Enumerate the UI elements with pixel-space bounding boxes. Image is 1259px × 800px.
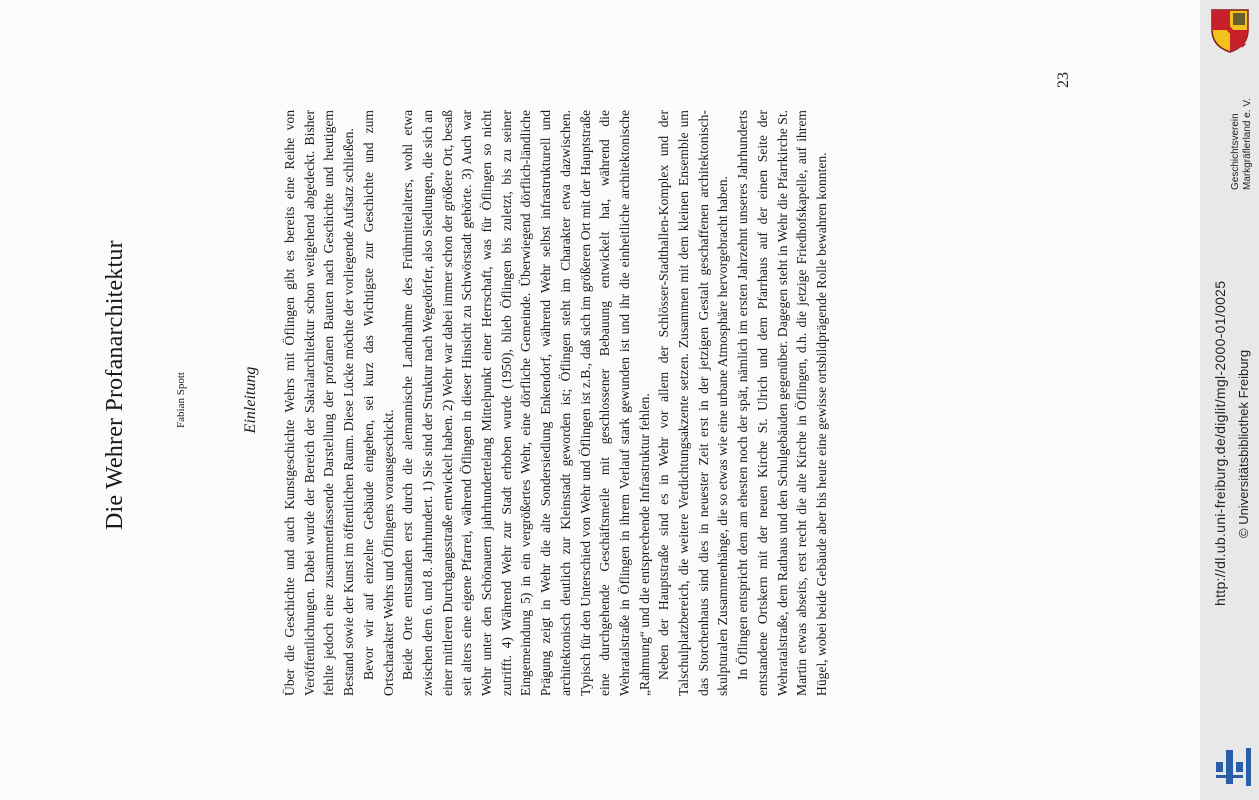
paragraph: Bevor wir auf einzelne Gebäude eingehen, sei kurz das Wichtigste zur Geschichte und zum Ortscharakter Wehrs und Öflingens vorausgeschickt. <box>360 110 396 696</box>
viewer-sidebar <box>1200 0 1259 800</box>
section-heading: Einleitung <box>242 366 259 434</box>
society-name-line1: Geschichtsverein <box>1230 113 1241 190</box>
ub-freiburg-logo-icon <box>1212 744 1254 790</box>
paragraph: Über die Geschichte und auch Kunstgeschichte Wehrs mit Öflingen gibt es bereits eine Reihe von Veröffentlichungen. Dabei wurde der Bereich der Sakralarchitektur schon weitgehend abgedeckt. Bisher fehlte jedoch eine zusammenfassende Darstellung der profanen Bauten nach Geschichte und heutigem Bestand sowie der Kunst im öffentlichen Raum. Diese Lücke möchte der vorliegende Aufsatz schließen. <box>282 110 357 696</box>
paragraph: Beide Orte entstanden erst durch die alemannische Landnahme des Frühmittelalters, wohl etwa zwischen dem 6. und 8. Jahrhundert. 1) Sie sind der Struktur nach Wegedörfer, also Siedlungen, die sich an einer mittleren Durchgangsstraße entwickelt haben. 2) Wehr war dabei immer schon der größere Ort, besaß seit alters eine eigene Pfarrei, während Öflingen in dieser Hinsicht zu Schwörstadt gehörte. 3) Auch war Wehr unter den Schönauern jahrhundertelang Mittelpunkt einer Herrschaft, was für Öflingen so nicht zutrifft. 4) Während Wehr zur Stadt erhoben wurde (1950), blieb Öflingen bis zuletzt, bis zu seiner Eingemeindung 5) in ein vergrößertes Wehr, eine dörfliche Gemeinde. Überwiegend dörflich-ländliche Prägung zeigt in Wehr die alte Sondersiedlung Enkendorf, während Wehr selbst infrastrukturell und architektonisch deutlich zur Kleinstadt geworden ist; Öflingen steht im Charakter etwa dazwischen. Typisch für den Unterschied von Wehr und Öflingen ist z.B., daß sich im größeren Ort mit der Hauptstraße eine durchgehende Geschäftsmeile mit geschlossener Bebauung entwickelt hat, während die Wehratalstraße in Öflingen in ihrem Verlauf stark gewunden ist und ihr die einheitliche architektonische „Rahmung“ und die entsprechende Infrastruktur fehlen. <box>400 110 652 696</box>
paragraph: Neben der Hauptstraße sind es in Wehr vor allem der Schlösser-Stadthallen-Komplex und der Talschulplatzbereich, die weitere Verdichtungsakzente setzen. Zusammen mit dem kleinen Ensemble um das Storchenhaus sind dies in neuester Zeit erst in der jetzigen Gestalt geschaffenen architektonisch-skulpturalen Zusammenhänge, die so etwas wie eine urbane Atmosphäre hervorgebracht haben. <box>656 110 731 696</box>
author-name: Fabian Spott <box>175 372 187 428</box>
sidebar-rotated-text <box>1200 0 1259 800</box>
article-title: Die Wehrer Profanarchitektur <box>102 240 128 530</box>
copyright-notice: © Universitätsbibliothek Freiburg <box>1236 349 1251 538</box>
paragraph: In Öflingen entspricht dem am ehesten noch der spät, nämlich im ersten Jahrzehnt unseres Jahrhunderts entstandene Ortskern mit der neuen Kirche St. Ulrich und dem Pfarrhaus auf der einen Seite der Wehratalstraße, dem Rathaus und den Schulgebäuden gegenüber. Dagegen steht in Wehr die Pfarrkirche St. Martin etwas abseits, erst recht die alte Kirche in Öflingen, d.h. die jetzige Friedhofskapelle, auf ihrem Hügel, wobei beide Gebäude aber bis heute eine gewisse ortsbildprägende Rolle bewahren konnten. <box>735 110 829 696</box>
page-number: 23 <box>1055 72 1072 88</box>
society-crest-icon <box>1206 6 1254 54</box>
article-body <box>280 110 832 696</box>
society-name-line2: Markgräflerland e. V. <box>1242 98 1253 190</box>
permalink-url[interactable]: http://dl.ub.uni-freiburg.de/diglit/mgl-2000-01/0025 <box>1212 280 1228 606</box>
